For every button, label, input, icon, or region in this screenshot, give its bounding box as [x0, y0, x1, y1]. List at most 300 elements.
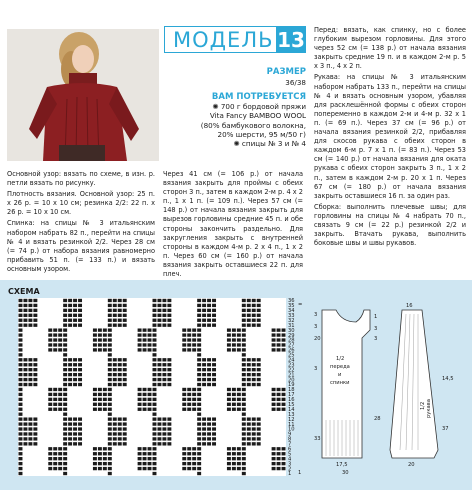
chart-cell — [257, 304, 261, 307]
chart-cell — [93, 328, 97, 331]
chart-cell — [19, 319, 23, 322]
chart-row-number: 4 — [288, 456, 292, 463]
dim-label: 30 — [342, 470, 349, 475]
chart-cell — [182, 388, 186, 391]
chart-cell — [242, 363, 246, 366]
chart-cell — [197, 427, 201, 430]
chart-cell — [257, 427, 261, 430]
chart-cell — [53, 403, 57, 406]
chart-cell — [282, 393, 286, 396]
chart-cell — [108, 353, 112, 356]
instructions-column-2 — [163, 170, 303, 279]
chart-cell — [63, 328, 67, 331]
chart-cell — [143, 328, 147, 331]
chart-cell — [143, 398, 147, 401]
chart-cell — [182, 408, 186, 411]
chart-cell — [98, 408, 102, 411]
chart-cell — [153, 417, 157, 420]
chart-cell — [202, 378, 206, 381]
chart-cell — [247, 417, 251, 420]
chart-cell — [98, 467, 102, 470]
chart-cell — [257, 299, 261, 302]
chart-cell — [282, 333, 286, 336]
chart-cell — [118, 299, 122, 302]
materials-heading: ВАМ ПОТРЕБУЕТСЯ — [211, 92, 306, 102]
chart-cell — [113, 309, 117, 312]
chart-cell — [33, 368, 37, 371]
chart-cell — [48, 333, 52, 336]
chart-cell — [138, 467, 142, 470]
chart-cell — [68, 378, 72, 381]
chart-cell — [63, 413, 67, 416]
chart-cell — [143, 408, 147, 411]
chart-cell — [242, 309, 246, 312]
chart-cell — [78, 383, 82, 386]
chart-cell — [19, 442, 23, 445]
chart-cell — [103, 328, 107, 331]
chart-cell — [232, 467, 236, 470]
chart-cell — [192, 462, 196, 465]
chart-cell — [282, 328, 286, 331]
chart-cell — [232, 388, 236, 391]
chart-cell — [167, 309, 171, 312]
chart-cell — [123, 378, 127, 381]
chart-cell — [93, 348, 97, 351]
chart-cell — [103, 452, 107, 455]
chart-cell — [187, 388, 191, 391]
chart-cell — [232, 398, 236, 401]
chart-cell — [242, 319, 246, 322]
chart-cell — [167, 378, 171, 381]
chart-cell — [227, 348, 231, 351]
chart-cell — [123, 304, 127, 307]
scheme-title: СХЕМА — [8, 287, 40, 296]
chart-row-number: 28 — [288, 337, 295, 344]
chart-cell — [113, 368, 117, 371]
chart-cell — [58, 452, 62, 455]
chart-cell — [123, 442, 127, 445]
chart-cell — [252, 442, 256, 445]
chart-cell — [58, 467, 62, 470]
chart-cell — [93, 333, 97, 336]
chart-cell — [162, 432, 166, 435]
chart-cell — [192, 328, 196, 331]
chart-cell — [19, 393, 23, 396]
chart-cell — [252, 324, 256, 327]
chart-cell — [162, 363, 166, 366]
chart-cell — [103, 408, 107, 411]
chart-cell — [212, 309, 216, 312]
chart-cell — [162, 422, 166, 425]
chart-row-number: 17 — [288, 392, 295, 399]
chart-cell — [277, 338, 281, 341]
chart-cell — [73, 319, 77, 322]
chart-cell — [192, 348, 196, 351]
chart-cell — [232, 333, 236, 336]
chart-cell — [197, 447, 201, 450]
chart-cell — [187, 393, 191, 396]
chart-cell — [78, 309, 82, 312]
chart-cell — [63, 338, 67, 341]
chart-cell — [93, 388, 97, 391]
chart-cell — [237, 398, 241, 401]
chart-cell — [197, 437, 201, 440]
chart-cell — [277, 388, 281, 391]
chart-cell — [48, 343, 52, 346]
chart-cell — [197, 324, 201, 327]
chart-cell — [113, 314, 117, 317]
chart-cell — [182, 348, 186, 351]
chart-cell — [118, 378, 122, 381]
chart-cell — [68, 363, 72, 366]
chart-cell — [247, 309, 251, 312]
chart-cell — [247, 378, 251, 381]
chart-cell — [93, 457, 97, 460]
chart-cell — [58, 398, 62, 401]
chart-cell — [162, 437, 166, 440]
chart-cell — [202, 319, 206, 322]
chart-cell — [123, 437, 127, 440]
chart-cell — [153, 328, 157, 331]
chart-cell — [68, 442, 72, 445]
chart-cell — [212, 368, 216, 371]
chart-cell — [197, 363, 201, 366]
chart-cell — [197, 309, 201, 312]
chart-cell — [19, 338, 23, 341]
chart-cell — [19, 368, 23, 371]
chart-cell — [108, 314, 112, 317]
chart-cell — [23, 373, 27, 376]
chart-cell — [68, 319, 72, 322]
chart-cell — [153, 462, 157, 465]
chart-cell — [63, 319, 67, 322]
chart-cell — [123, 368, 127, 371]
chart-row-number: 16 — [288, 397, 295, 404]
chart-cell — [19, 353, 23, 356]
chart-row-number: 21 — [288, 372, 295, 379]
chart-row-number: 36 — [288, 298, 295, 305]
chart-cell — [157, 363, 161, 366]
chart-cell — [207, 437, 211, 440]
chart-cell — [192, 398, 196, 401]
chart-cell — [108, 393, 112, 396]
chart-cell — [242, 432, 246, 435]
chart-cell — [212, 304, 216, 307]
chart-row-number: 23 — [288, 362, 295, 369]
chart-row-number: 26 — [288, 347, 295, 354]
chart-cell — [257, 319, 261, 322]
chart-cell — [138, 408, 142, 411]
chart-cell — [153, 338, 157, 341]
chart-cell — [153, 373, 157, 376]
dim-label: 3 — [374, 326, 378, 332]
chart-cell — [148, 328, 152, 331]
chart-cell — [162, 417, 166, 420]
chart-cell — [113, 383, 117, 386]
chart-cell — [207, 383, 211, 386]
chart-cell — [118, 314, 122, 317]
chart-cell — [242, 353, 246, 356]
chart-cell — [19, 437, 23, 440]
dim-label: 16 — [406, 303, 413, 309]
chart-cell — [247, 383, 251, 386]
chart-cell — [282, 343, 286, 346]
chart-cell — [182, 333, 186, 336]
chart-cell — [68, 427, 72, 430]
chart-cell — [98, 343, 102, 346]
chart-cell — [157, 319, 161, 322]
chart-cell — [78, 314, 82, 317]
chart-cell — [33, 319, 37, 322]
chart-cell — [252, 363, 256, 366]
chart-cell — [98, 328, 102, 331]
chart-cell — [237, 462, 241, 465]
instructions-column-3 — [314, 26, 466, 248]
chart-cell — [73, 432, 77, 435]
chart-row-number: 7 — [288, 441, 292, 448]
chart-cell — [153, 343, 157, 346]
chart-cell — [182, 467, 186, 470]
chart-cell — [63, 432, 67, 435]
chart-cell — [167, 299, 171, 302]
chart-cell — [68, 437, 72, 440]
chart-cell — [257, 324, 261, 327]
chart-cell — [108, 373, 112, 376]
chart-cell — [257, 442, 261, 445]
chart-cell — [33, 427, 37, 430]
chart-cell — [227, 388, 231, 391]
chart-cell — [113, 422, 117, 425]
chart-cell — [257, 432, 261, 435]
chart-cell — [19, 304, 23, 307]
chart-cell — [207, 417, 211, 420]
chart-cell — [23, 358, 27, 361]
chart-row-number: 13 — [288, 411, 295, 418]
dim-label: 3 — [314, 324, 318, 330]
chart-cell — [19, 462, 23, 465]
chart-cell — [28, 422, 32, 425]
chart-cell — [23, 417, 27, 420]
chart-cell — [148, 333, 152, 336]
chart-cell — [103, 467, 107, 470]
chart-cell — [207, 363, 211, 366]
chart-cell — [192, 447, 196, 450]
chart-cell — [23, 437, 27, 440]
chart-cell — [192, 403, 196, 406]
chart-cell — [68, 309, 72, 312]
chart-cell — [148, 462, 152, 465]
chart-cell — [143, 338, 147, 341]
chart-cell — [138, 447, 142, 450]
chart-cell — [23, 383, 27, 386]
chart-cell — [272, 348, 276, 351]
chart-cell — [98, 457, 102, 460]
chart-cell — [19, 328, 23, 331]
chart-cell — [277, 462, 281, 465]
chart-cell — [197, 432, 201, 435]
chart-cell — [153, 422, 157, 425]
chart-cell — [63, 427, 67, 430]
chart-cell — [237, 393, 241, 396]
chart-cell — [232, 457, 236, 460]
chart-cell — [153, 437, 157, 440]
chart-cell — [68, 314, 72, 317]
chart-cell — [63, 408, 67, 411]
chart-cell — [192, 467, 196, 470]
chart-cell — [272, 408, 276, 411]
chart-cell — [157, 383, 161, 386]
chart-cell — [197, 373, 201, 376]
chart-cell — [157, 432, 161, 435]
chart-cell — [23, 368, 27, 371]
chart-cell — [242, 333, 246, 336]
chart-cell — [162, 299, 166, 302]
chart-row-number: 33 — [288, 312, 295, 319]
chart-cell — [143, 388, 147, 391]
chart-cell — [33, 437, 37, 440]
chart-cell — [118, 417, 122, 420]
chart-cell — [108, 324, 112, 327]
chart-cell — [48, 452, 52, 455]
chart-cell — [143, 343, 147, 346]
chart-cell — [232, 393, 236, 396]
chart-cell — [242, 462, 246, 465]
chart-cell — [53, 348, 57, 351]
chart-cell — [207, 427, 211, 430]
chart-cell — [202, 432, 206, 435]
chart-cell — [157, 358, 161, 361]
chart-cell — [187, 333, 191, 336]
chart-cell — [252, 378, 256, 381]
chart-cell — [257, 309, 261, 312]
chart-cell — [48, 328, 52, 331]
chart-cell — [108, 348, 112, 351]
chart-cell — [123, 314, 127, 317]
chart-cell — [242, 437, 246, 440]
chart-cell — [19, 452, 23, 455]
chart-cell — [257, 358, 261, 361]
chart-cell — [19, 408, 23, 411]
chart-cell — [212, 314, 216, 317]
chart-cell — [118, 368, 122, 371]
size-value: 36/38 — [285, 78, 306, 87]
chart-cell — [63, 373, 67, 376]
chart-cell — [33, 373, 37, 376]
chart-cell — [48, 393, 52, 396]
chart-cell — [242, 368, 246, 371]
chart-cell — [108, 398, 112, 401]
chart-cell — [202, 417, 206, 420]
chart-cell — [138, 328, 142, 331]
chart-cell — [108, 442, 112, 445]
chart-cell — [197, 378, 201, 381]
dim-label: 3 — [314, 312, 318, 318]
chart-cell — [113, 319, 117, 322]
chart-cell — [108, 333, 112, 336]
chart-cell — [167, 304, 171, 307]
chart-cell — [202, 324, 206, 327]
chart-cell — [197, 422, 201, 425]
dim-label: 37 — [442, 426, 449, 432]
chart-cell — [23, 432, 27, 435]
chart-cell — [242, 328, 246, 331]
chart-cell — [212, 324, 216, 327]
chart-cell — [98, 388, 102, 391]
chart-cell — [257, 378, 261, 381]
chart-cell — [182, 338, 186, 341]
chart-cell — [73, 422, 77, 425]
chart-cell — [108, 422, 112, 425]
chart-cell — [19, 343, 23, 346]
chart-cell — [207, 442, 211, 445]
chart-cell — [272, 333, 276, 336]
chart-cell — [63, 383, 67, 386]
chart-cell — [19, 383, 23, 386]
chart-cell — [167, 319, 171, 322]
chart-cell — [167, 432, 171, 435]
chart-cell — [242, 417, 246, 420]
chart-cell — [23, 309, 27, 312]
chart-cell — [153, 452, 157, 455]
chart-cell — [157, 299, 161, 302]
chart-cell — [247, 373, 251, 376]
chart-cell — [118, 373, 122, 376]
chart-cell — [247, 442, 251, 445]
chart-cell — [123, 427, 127, 430]
chart-cell — [162, 378, 166, 381]
chart-cell — [148, 348, 152, 351]
chart-cell — [277, 467, 281, 470]
chart-cell — [138, 462, 142, 465]
chart-cell — [202, 309, 206, 312]
chart-cell — [108, 403, 112, 406]
chart-row-number: 11 — [288, 421, 295, 428]
chart-cell — [157, 442, 161, 445]
chart-cell — [103, 447, 107, 450]
chart-cell — [242, 422, 246, 425]
chart-cell — [28, 319, 32, 322]
chart-cell — [68, 417, 72, 420]
chart-cell — [277, 403, 281, 406]
chart-cell — [272, 462, 276, 465]
chart-cell — [123, 432, 127, 435]
chart-cell — [282, 408, 286, 411]
chart-cell — [162, 319, 166, 322]
chart-row-number: 24 — [288, 357, 295, 364]
chart-cell — [277, 398, 281, 401]
chart-cell — [153, 324, 157, 327]
chart-cell — [153, 378, 157, 381]
chart-cell — [58, 408, 62, 411]
chart-cell — [108, 462, 112, 465]
chart-cell — [108, 413, 112, 416]
chart-cell — [123, 319, 127, 322]
chart-cell — [162, 304, 166, 307]
chart-cell — [33, 442, 37, 445]
dim-label: 28 — [374, 416, 381, 422]
chart-cell — [53, 333, 57, 336]
chart-cell — [212, 319, 216, 322]
chart-row-number: 10 — [288, 426, 295, 433]
chart-cell — [63, 333, 67, 336]
chart-cell — [247, 432, 251, 435]
chart-cell — [167, 358, 171, 361]
chart-cell — [282, 452, 286, 455]
sleeve-label: рукава — [426, 399, 432, 418]
chart-cell — [237, 403, 241, 406]
chart-cell — [252, 373, 256, 376]
chart-cell — [108, 388, 112, 391]
